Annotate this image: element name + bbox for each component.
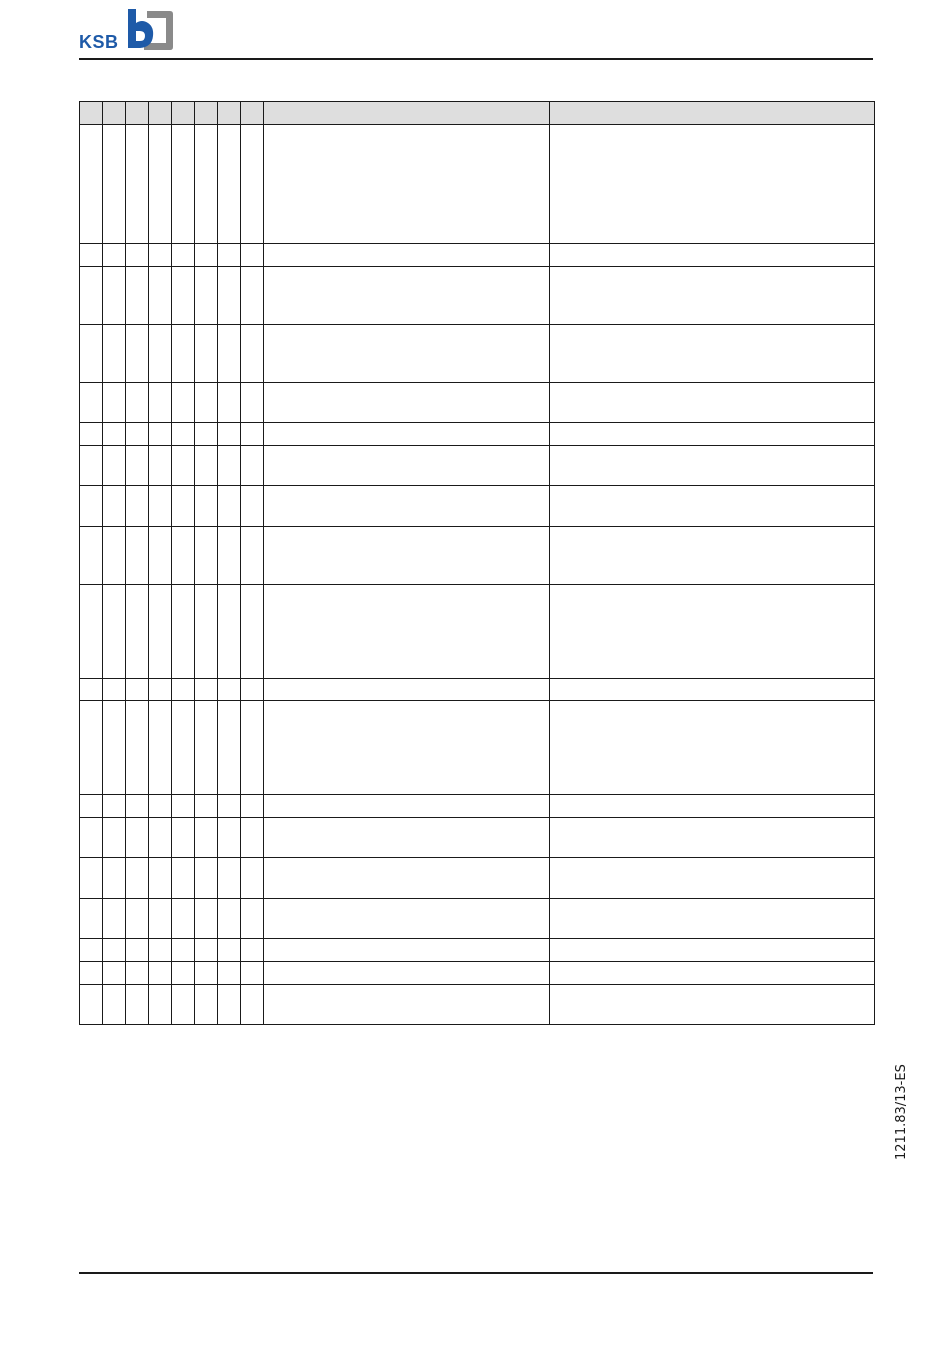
table-row <box>80 383 875 423</box>
data-table <box>79 101 875 1025</box>
table-row <box>80 244 875 267</box>
table-header-row <box>80 102 875 125</box>
ksb-b-logo-icon <box>126 9 174 53</box>
table-row <box>80 701 875 795</box>
table-row <box>80 585 875 679</box>
table-row <box>80 818 875 858</box>
ksb-logo <box>79 9 179 53</box>
table-row <box>80 486 875 527</box>
table-row <box>80 423 875 446</box>
table-row <box>80 325 875 383</box>
table-row <box>80 125 875 244</box>
table-row <box>80 527 875 585</box>
table-row <box>80 267 875 325</box>
table-row <box>80 446 875 486</box>
table-row <box>80 899 875 939</box>
table-row <box>80 795 875 818</box>
table-row <box>80 985 875 1025</box>
document-number: 1211.83/13-ES <box>894 1064 909 1160</box>
logo-text: KSB <box>79 32 119 52</box>
table-row <box>80 939 875 962</box>
table-row <box>80 858 875 899</box>
table-row <box>80 679 875 701</box>
header-rule <box>79 58 873 60</box>
table-row <box>80 962 875 985</box>
footer-rule <box>79 1272 873 1274</box>
